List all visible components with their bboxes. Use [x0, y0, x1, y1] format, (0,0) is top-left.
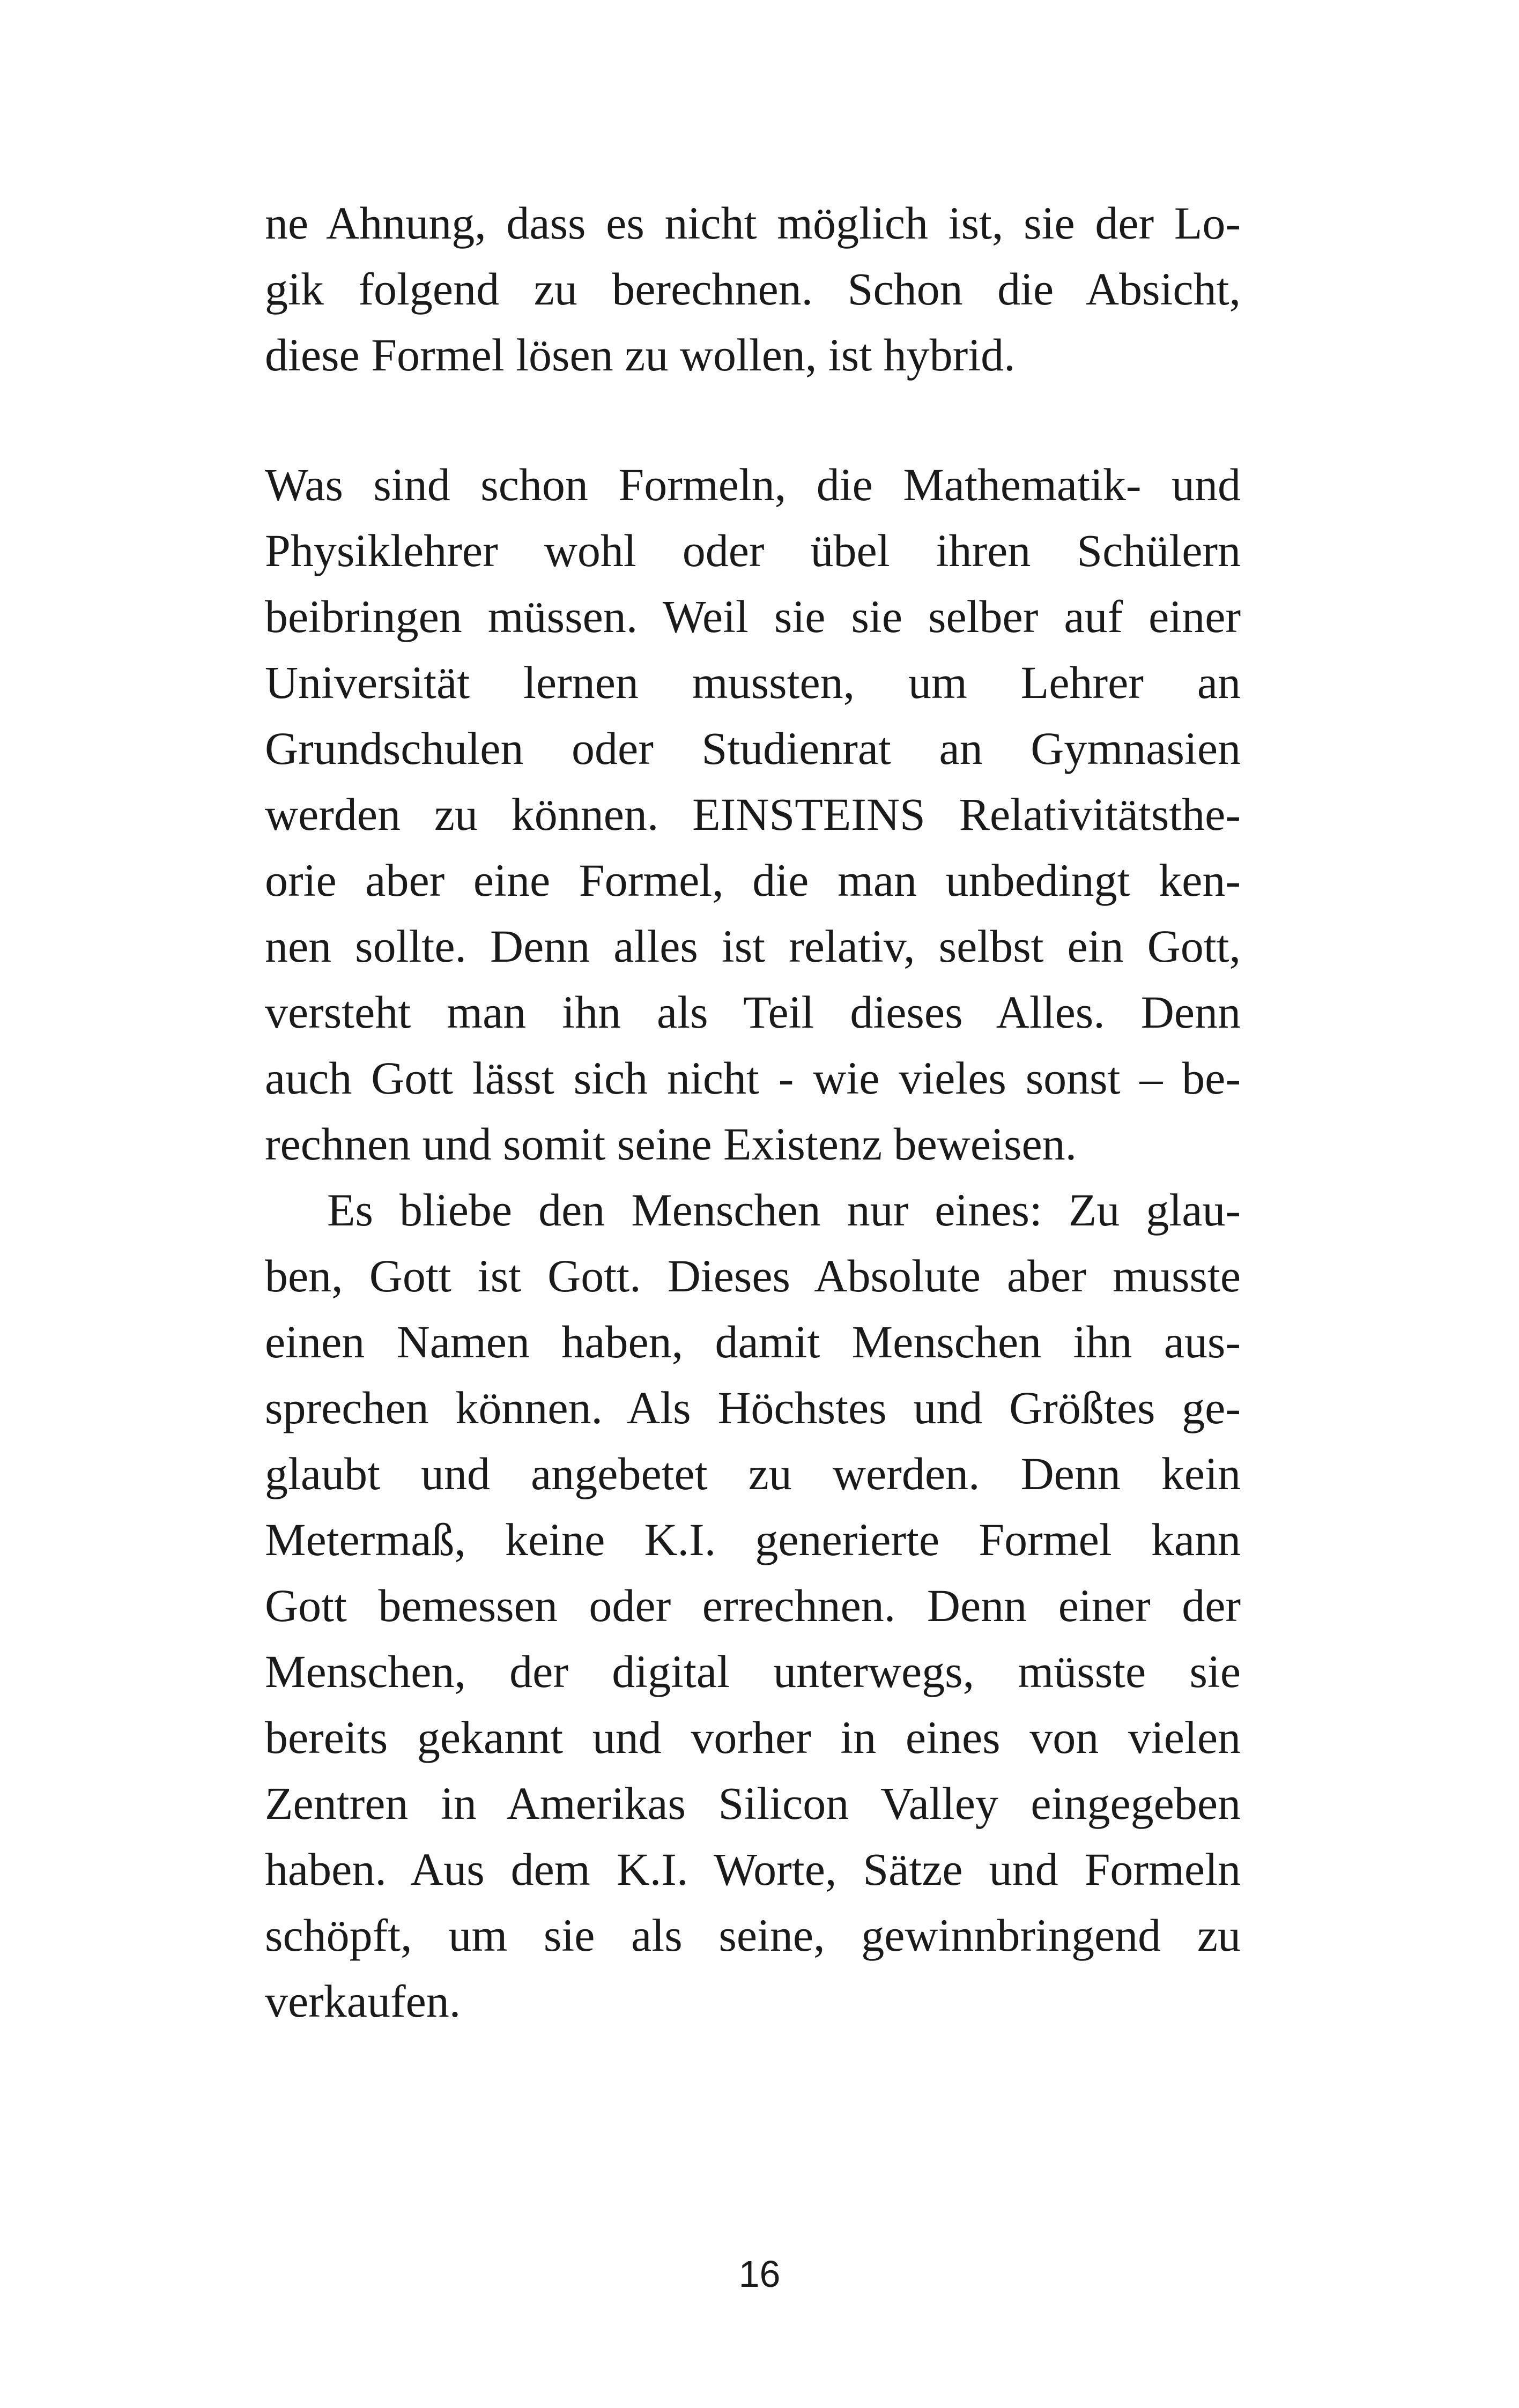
body-text [265, 452, 1241, 2034]
text-line: Metermaß, keine K.I. generierte Formel kann [265, 1514, 1241, 1565]
paragraph-formulas [265, 452, 1241, 1177]
text-line: diese Formel lösen zu wollen, ist hybrid. [265, 329, 1016, 381]
text-line: haben. Aus dem K.I. Worte, Sätze und Formeln [265, 1844, 1241, 1895]
text-line: sprechen können. Als Höchstes und Größtes ge- [265, 1382, 1241, 1433]
paragraph-continuation [265, 190, 1241, 388]
text-line: Universität lernen mussten, um Lehrer an [265, 657, 1241, 708]
text-line: rechnen und somit seine Existenz beweisen. [265, 1118, 1077, 1170]
text-line: beibringen müssen. Weil sie sie selber auf einer [265, 591, 1241, 642]
text-line: Physiklehrer wohl oder übel ihren Schülern [265, 525, 1241, 576]
text-line: Menschen, der digital unterwegs, müsste sie [265, 1646, 1241, 1697]
page-number: 16 [738, 2253, 781, 2295]
text-line: versteht man ihn als Teil dieses Alles. Denn [265, 986, 1241, 1038]
text-line: schöpft, um sie als seine, gewinnbringend zu [265, 1909, 1241, 1961]
paragraph-belief [265, 1177, 1241, 2034]
text-line: ne Ahnung, dass es nicht möglich ist, sie der Lo- [265, 197, 1241, 249]
text-line: Zentren in Amerikas Silicon Valley eingegeben [265, 1778, 1241, 1829]
text-line: gik folgend zu berechnen. Schon die Absicht, [265, 263, 1241, 315]
text-line: glaubt und angebetet zu werden. Denn kein [265, 1448, 1241, 1499]
text-line: Es bliebe den Menschen nur eines: Zu glau- [327, 1184, 1241, 1236]
text-line: nen sollte. Denn alles ist relativ, selbst ein Gott, [265, 920, 1241, 972]
text-line: bereits gekannt und vorher in eines von vielen [265, 1712, 1241, 1763]
text-line: orie aber eine Formel, die man unbedingt ken- [265, 854, 1241, 906]
text-line: werden zu können. EINSTEINS Relativitätsthe- [265, 789, 1241, 840]
text-line: verkaufen. [265, 1975, 461, 2027]
text-line: Gott bemessen oder errechnen. Denn einer der [265, 1580, 1241, 1631]
text-line: ben, Gott ist Gott. Dieses Absolute aber musste [265, 1250, 1241, 1302]
text-line: einen Namen haben, damit Menschen ihn aus- [265, 1316, 1241, 1367]
text-line: Grundschulen oder Studienrat an Gymnasien [265, 723, 1241, 774]
text-line: Was sind schon Formeln, die Mathematik- und [265, 459, 1241, 510]
text-line: auch Gott lässt sich nicht - wie vieles sonst – be- [265, 1052, 1241, 1104]
